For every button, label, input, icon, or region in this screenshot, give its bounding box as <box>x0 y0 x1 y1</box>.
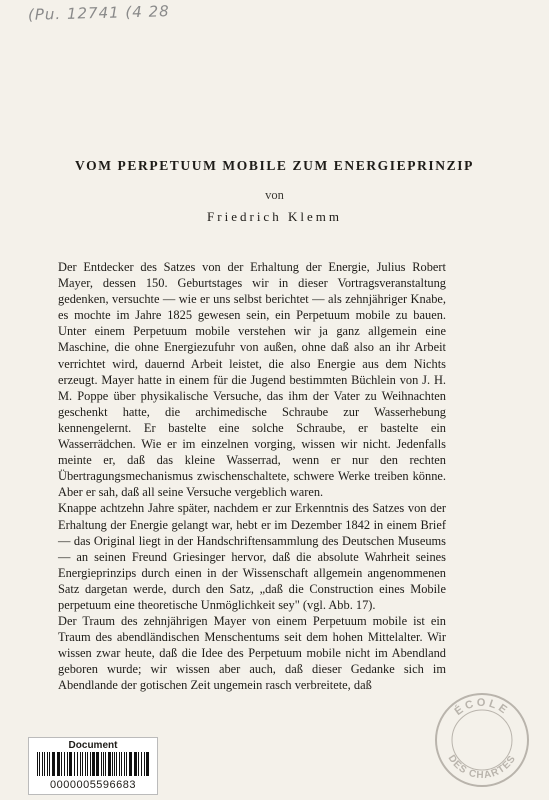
barcode-bar <box>134 752 137 776</box>
barcode-bar <box>44 752 45 776</box>
barcode-bar <box>61 752 62 776</box>
barcode-bar <box>101 752 102 776</box>
barcode-bar <box>121 752 122 776</box>
barcode-bar <box>87 752 88 776</box>
barcode-bar <box>69 752 72 776</box>
svg-text:DES CHARTES <box>446 753 519 781</box>
barcode-bar <box>116 752 117 776</box>
barcode-bar <box>80 752 81 776</box>
stamp-bottom-text: DES CHARTES <box>445 753 519 782</box>
paragraph: Knappe achtzehn Jahre später, nachdem er zur Erkenntnis des Satzes von der Erhaltung der Energie gelangt war, hebt er im Dezember 1842 in einem Brief — das Original liegt in der Handschriftensammlung des Deutschen Museums — an seinen Freund Griesinger hervor, daß die absolute Wahrheit seines Energieprinzips durch einen in der Wissenschaft allgemein angenommenen Satz dargetan werde, durch den Satz, „daß die Construction eines Mobile perpetuum eine theoretische Unmöglichkeit sey" (vgl. Abb. 17). <box>58 501 446 612</box>
byline-von: von <box>265 188 284 202</box>
barcode-bar <box>64 752 65 776</box>
barcode-bar <box>112 752 113 776</box>
barcode-bar <box>92 752 95 776</box>
barcode-bar <box>82 752 83 776</box>
barcode-bar <box>52 752 55 776</box>
barcode-bar <box>67 752 68 776</box>
barcode-bar <box>77 752 78 776</box>
barcode-bar <box>119 752 120 776</box>
library-stamp <box>432 690 532 790</box>
stamp-top-text: ÉCOLE <box>452 696 512 718</box>
author-name: Friedrich Klemm <box>207 209 342 224</box>
barcode-bar <box>144 752 145 776</box>
barcode-title: Document <box>68 740 118 751</box>
barcode-number: 0000005596683 <box>49 779 137 791</box>
barcode-bar <box>37 752 38 776</box>
article-title: VOM PERPETUUM MOBILE ZUM ENERGIEPRINZIP <box>75 158 474 173</box>
barcode-icon <box>37 752 149 776</box>
barcode-bar <box>39 752 40 776</box>
barcode-bar <box>49 752 50 776</box>
barcode-bar <box>96 752 99 776</box>
barcode-bar <box>90 752 91 776</box>
barcode-bar <box>138 752 139 776</box>
paragraph: Der Entdecker des Satzes von der Erhaltung der Energie, Julius Robert Mayer, dessen 150. Geburtstages wir in dieser Vortragsveranstaltung gedenken, versuchte — wie er uns selbst berichtet — als zehnjähriger Knabe, es mochte im Jahre 1825 gewesen sein, ein Perpetuum mobile zu bauen. Unter einem Perpetuum mobile verstehen wir ja ganz allgemein eine Maschine, die ohne Energiezufuhr von außen, ohne daß also an ihr Arbeit verrichtet wird, dauernd Arbeit leistet, die also Energie aus dem Nichts erzeugt. Mayer hatte in einem für die Jugend bestimmten Büchlein von J. H. M. Poppe über physikalische Versuche, das ihm der Vater zu Weihnachten geschenkt hatte, die archimedische Schraube zur Wasserhebung kennengelernt. Er bastelte eine solche Schraube, er bastelte ein Wasserrädchen. Wie er im einzelnen vorging, wissen wir nicht. Jedenfalls meinte er, daß das kleine Wasserrad, wenn er nur den rechten Übertragungsmechanismus zwischenschaltete, schwere Werke treiben könne. Aber er sah, daß all seine Versuche vergeblich waren. <box>58 260 446 500</box>
barcode-bar <box>108 752 111 776</box>
barcode-bar <box>124 752 125 776</box>
barcode-bar <box>57 752 60 776</box>
barcode-bar <box>42 752 43 776</box>
barcode-bar <box>85 752 86 776</box>
handwritten-shelfmark: (Pu. 12741 (4 28 <box>27 2 170 24</box>
body-text <box>58 259 446 694</box>
barcode-label <box>28 737 158 795</box>
barcode-bar <box>103 752 104 776</box>
barcode-bar <box>141 752 142 776</box>
barcode-bar <box>74 752 75 776</box>
barcode-bar <box>146 752 149 776</box>
barcode-bar <box>126 752 127 776</box>
barcode-bar <box>47 752 48 776</box>
barcode-bar <box>114 752 115 776</box>
barcode-bar <box>105 752 106 776</box>
barcode-bar <box>129 752 132 776</box>
paragraph: Der Traum des zehnjährigen Mayer von einem Perpetuum mobile ist ein Traum des abendländischen Menschentums seit dem hohen Mittelalter. Wir wissen zwar heute, daß die Idee des Perpetuum mobile nicht im Abendland geboren wurde; wir wissen aber auch, daß dieser Gedanke sich im Abendlande der gotischen Zeit ungemein rasch verbreitete, daß <box>58 614 446 693</box>
